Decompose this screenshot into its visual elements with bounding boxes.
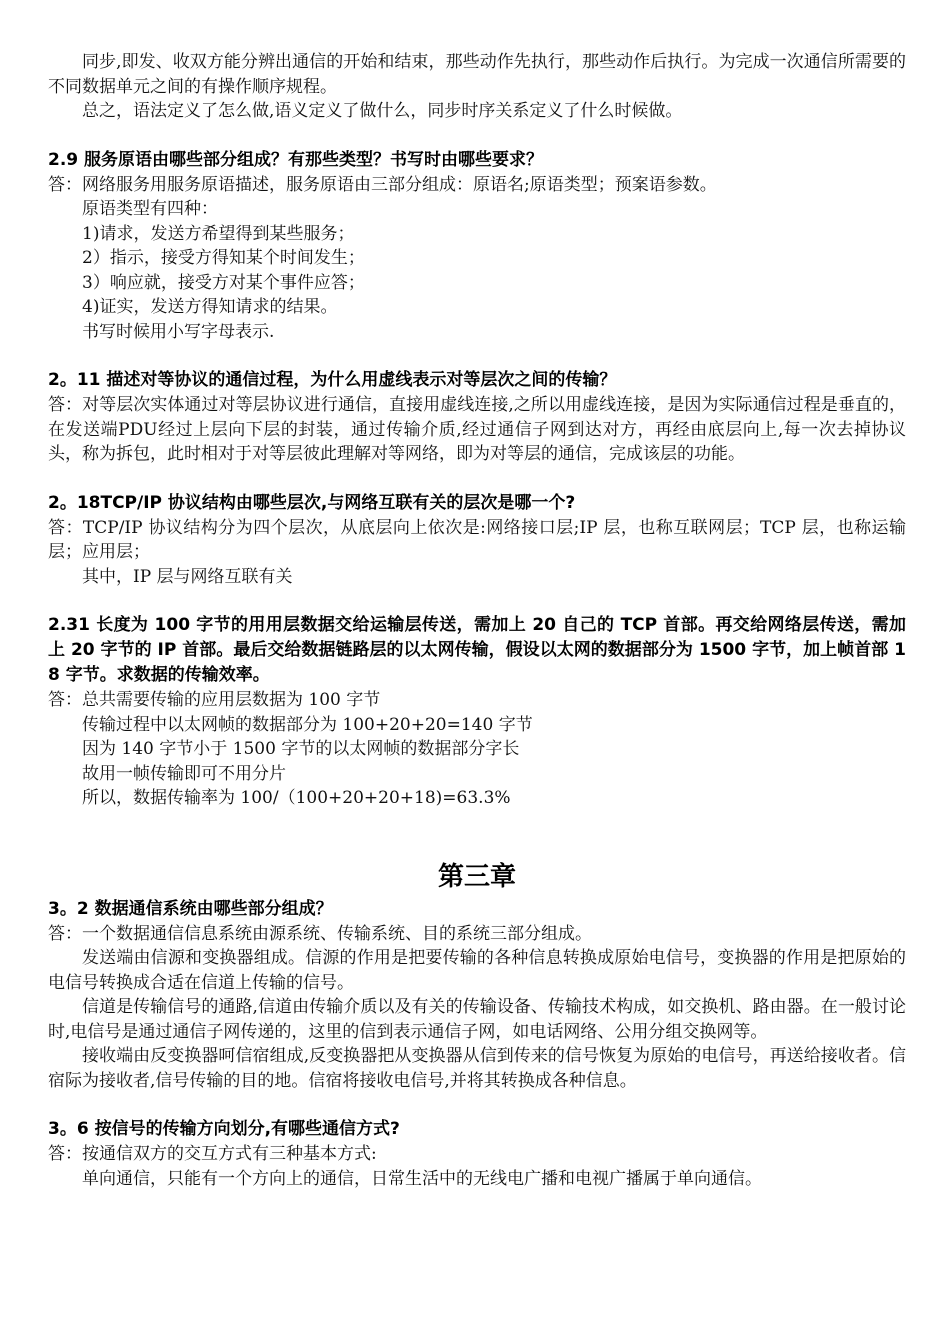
question-2-11-title: 2。11 描述对等协议的通信过程，为什么用虚线表示对等层次之间的传输？ [48, 370, 617, 390]
answer-paragraph: 接收端由反变换器呵信宿组成,反变换器把从变换器从信到传来的信号恢复为原始的电信号，再送给接收者。信宿际为接收者,信号传输的目的地。信宿将接收电信号,并将其转换成各种信息。 [48, 1046, 906, 1091]
answer-line: 传输过程中以太网帧的数据部分为 100+20+20=140 字节 [82, 714, 533, 735]
answer-line: 原语类型有四种： [82, 199, 218, 219]
question-2-31-answer: 答：总共需要传输的应用层数据为 100 字节 [48, 690, 381, 710]
question-3-6-title: 3。6 按信号的传输方向划分,有哪些通信方式? [48, 1119, 400, 1139]
question-3-2-title: 3。2 数据通信系统由哪些部分组成？ [48, 898, 333, 919]
answer-line: 故用一帧传输即可不用分片 [82, 763, 286, 784]
question-2-18-title: 2。18TCP/IP 协议结构由哪些层次,与网络互联有关的层次是哪一个? [48, 492, 576, 513]
answer-line: 因为 140 字节小于 1500 字节的以太网帧的数据部分字长 [82, 739, 520, 759]
answer-line: 其中，IP 层与网络互联有关 [82, 566, 293, 587]
answer-line: 4)证实，发送方得知请求的结果。 [82, 297, 338, 317]
intro-paragraph-summary: 总之，语法定义了怎么做,语义定义了做什么，同步时序关系定义了什么时候做。 [82, 101, 683, 121]
question-2-9-title: 2.9 服务原语由哪些部分组成？有那些类型？书写时由哪些要求？ [48, 149, 544, 170]
question-2-11-answer: 答：对等层次实体通过对等层协议进行通信，直接用虚线连接,之所以用虚线连接，是因为实际通信过程是垂直的，在发送端PDU经过上层向下层的封装，通过传输介质,经过通信子网到达对方，再经由底层向上,每一次去掉协议头，称为拆包，此时相对于对等层彼此理解对等网络，即为对等层的通信，完成该层的功能。 [48, 395, 906, 464]
question-2-18-answer: 答：TCP/IP 协议结构分为四个层次，从底层向上依次是:网络接口层;IP 层，也称互联网层；TCP 层，也称运输层；应用层； [48, 517, 906, 562]
answer-line: 1)请求，发送方希望得到某些服务； [82, 223, 355, 244]
question-3-2-answer: 答：一个数据通信信息系统由源系统、传输系统、目的系统三部分组成。 [48, 923, 592, 944]
intro-paragraph-sync: 同步,即发、收双方能分辨出通信的开始和结束，那些动作先执行，那些动作后执行。为完成一次通信所需要的不同数据单元之间的有操作顺序规程。 [48, 52, 906, 97]
question-3-6-answer: 答：按通信双方的交互方式有三种基本方式: [48, 1144, 377, 1164]
answer-line: 书写时候用小写字母表示. [82, 321, 275, 342]
answer-line: 所以，数据传输率为 100/（100+20+20+18)=63.3% [82, 788, 511, 808]
answer-paragraph: 信道是传输信号的通路,信道由传输介质以及有关的传输设备、传输技术构成，如交换机、路由器。在一般讨论时,电信号是通过通信子网传递的，这里的信到表示通信子网，如电话网络、公用分组交换网等。 [48, 997, 906, 1042]
answer-paragraph: 发送端由信源和变换器组成。信源的作用是把要传输的各种信息转换成原始电信号，变换器的作用是把原始的电信号转换成合适在信道上传输的信号。 [48, 948, 906, 993]
chapter-heading: 第三章 [437, 861, 516, 892]
answer-line: 2）指示，接受方得知某个时间发生； [82, 248, 365, 268]
answer-paragraph: 单向通信，只能有一个方向上的通信，日常生活中的无线电广播和电视广播属于单向通信。 [82, 1168, 762, 1189]
question-2-9-answer: 答：网络服务用服务原语描述，服务原语由三部分组成：原语名;原语类型；预案语参数。 [48, 174, 717, 195]
answer-line: 3）响应就，接受方对某个事件应答； [82, 272, 365, 293]
question-2-31-title: 2.31 长度为 100 字节的用用层数据交给运输层传送，需加上 20 自己的 TCP 首部。再交给网络层传送，需加上 20 字节的 IP 首部。最后交给数据链路层的以太网传输，假设以太网的数据部分为 1500 字节，加上帧首部 18 字节。求数据的传输效率。 [48, 615, 906, 685]
